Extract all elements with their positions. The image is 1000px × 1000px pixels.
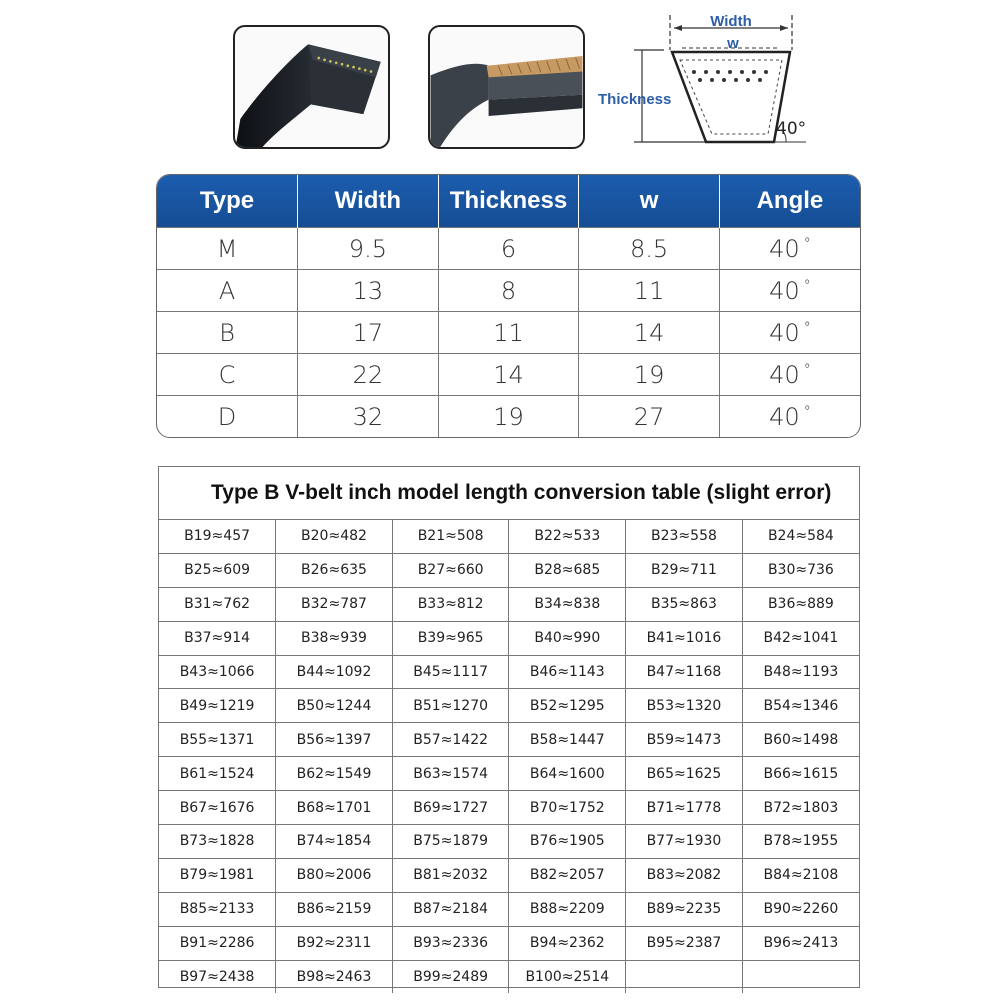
conversion-cell: B33≈812 (392, 587, 509, 621)
table-cell (298, 228, 439, 270)
conversion-cell: B47≈1168 (626, 655, 743, 689)
conversion-cell: B52≈1295 (509, 689, 626, 723)
table-row (159, 587, 859, 621)
table-row (159, 553, 859, 587)
conversion-cell: B38≈939 (276, 621, 393, 655)
header-type: Type (157, 175, 298, 228)
conversion-cell: B51≈1270 (392, 689, 509, 723)
cell-value: 40 (769, 402, 800, 431)
conversion-cell: B49≈1219 (159, 689, 276, 723)
table-row (159, 520, 859, 553)
conversion-cell: B96≈2413 (742, 926, 859, 960)
table-cell (719, 228, 860, 270)
cell-value: A (218, 276, 236, 305)
header-width: Width (298, 175, 439, 228)
belt-cross-section-photo (428, 25, 585, 149)
conversion-cell: B39≈965 (392, 621, 509, 655)
w-label: w (727, 35, 739, 52)
table-cell (298, 270, 439, 312)
width-label: Width (710, 13, 752, 30)
conversion-cell: B60≈1498 (742, 723, 859, 757)
degree-symbol: ° (803, 235, 811, 252)
conversion-cell: B92≈2311 (276, 926, 393, 960)
conversion-cell: B85≈2133 (159, 892, 276, 926)
table-cell (157, 312, 298, 354)
conversion-cell: B90≈2260 (742, 892, 859, 926)
conversion-cell: B79≈1981 (159, 858, 276, 892)
header-w: w (579, 175, 720, 228)
conversion-cell: B94≈2362 (509, 926, 626, 960)
conversion-cell: B72≈1803 (742, 791, 859, 825)
cell-value: 19 (493, 402, 524, 431)
cell-value: 40 (769, 276, 800, 305)
conversion-cell: B35≈863 (626, 587, 743, 621)
angle-label: 40° (776, 119, 807, 139)
arrow-right-icon (780, 25, 788, 31)
conversion-cell: B68≈1701 (276, 791, 393, 825)
table-row (157, 228, 860, 270)
conversion-cell: B97≈2438 (159, 960, 276, 993)
table-cell (157, 228, 298, 270)
thickness-label: Thickness (598, 91, 672, 108)
conversion-cell: B78≈1955 (742, 825, 859, 859)
table-cell (157, 270, 298, 312)
conversion-cell: B45≈1117 (392, 655, 509, 689)
conversion-cell: B74≈1854 (276, 825, 393, 859)
table-cell (298, 354, 439, 396)
conversion-cell: B46≈1143 (509, 655, 626, 689)
table-row (159, 757, 859, 791)
table-row (159, 960, 859, 993)
table-cell (438, 228, 579, 270)
cell-value: 11 (493, 318, 524, 347)
length-conversion-table (158, 466, 860, 988)
table-row (157, 396, 860, 437)
conversion-cell: B84≈2108 (742, 858, 859, 892)
conversion-cell: B99≈2489 (392, 960, 509, 993)
table-cell (438, 312, 579, 354)
header-thickness: Thickness (438, 175, 579, 228)
conversion-cell: B75≈1879 (392, 825, 509, 859)
conversion-cell: B19≈457 (159, 520, 276, 553)
cell-value: 40 (769, 360, 800, 389)
conversion-cell: B70≈1752 (509, 791, 626, 825)
conversion-cell: B81≈2032 (392, 858, 509, 892)
conversion-cell: B76≈1905 (509, 825, 626, 859)
table-row (159, 892, 859, 926)
conversion-cell: B50≈1244 (276, 689, 393, 723)
conversion-cell: B42≈1041 (742, 621, 859, 655)
conversion-cell: B73≈1828 (159, 825, 276, 859)
conversion-cell: B25≈609 (159, 553, 276, 587)
conversion-cell: B27≈660 (392, 553, 509, 587)
table-row (159, 825, 859, 859)
conversion-cell: B95≈2387 (626, 926, 743, 960)
conversion-cell: B62≈1549 (276, 757, 393, 791)
header-angle: Angle (719, 175, 860, 228)
conversion-cell: B55≈1371 (159, 723, 276, 757)
cell-value: C (218, 360, 236, 389)
conversion-cell (742, 960, 859, 993)
conversion-cell: B89≈2235 (626, 892, 743, 926)
table-row (159, 723, 859, 757)
conversion-cell: B54≈1346 (742, 689, 859, 723)
table-cell (298, 312, 439, 354)
conversion-cell: B71≈1778 (626, 791, 743, 825)
conversion-cell: B67≈1676 (159, 791, 276, 825)
conversion-cell: B59≈1473 (626, 723, 743, 757)
v-belt-illustration (235, 27, 388, 147)
conversion-cell (626, 960, 743, 993)
cell-value: 14 (633, 318, 665, 347)
conversion-cell: B43≈1066 (159, 655, 276, 689)
belt-size-table (156, 174, 861, 438)
conversion-cell: B64≈1600 (509, 757, 626, 791)
cell-value: 22 (352, 360, 384, 389)
size-table-header (157, 175, 860, 228)
conversion-cell: B34≈838 (509, 587, 626, 621)
table-row (159, 791, 859, 825)
conversion-cell: B44≈1092 (276, 655, 393, 689)
table-cell (579, 396, 720, 437)
conversion-cell: B22≈533 (509, 520, 626, 553)
conversion-cell: B20≈482 (276, 520, 393, 553)
cell-value: 40 (769, 234, 800, 263)
cell-value: 8 (500, 276, 517, 305)
v-belt-profile-diagram (594, 10, 824, 160)
conversion-cell: B37≈914 (159, 621, 276, 655)
cell-value: 14 (493, 360, 524, 389)
conversion-cell: B66≈1615 (742, 757, 859, 791)
conversion-cell: B77≈1930 (626, 825, 743, 859)
cell-value: 6 (500, 234, 517, 263)
table-cell (579, 270, 720, 312)
table-cell (157, 354, 298, 396)
cell-value: 19 (633, 360, 665, 389)
conversion-cell: B98≈2463 (276, 960, 393, 993)
conversion-cell: B93≈2336 (392, 926, 509, 960)
conversion-cell: B80≈2006 (276, 858, 393, 892)
table-cell (719, 312, 860, 354)
conversion-cell: B21≈508 (392, 520, 509, 553)
conversion-cell: B24≈584 (742, 520, 859, 553)
table-cell (438, 270, 579, 312)
conversion-cell: B29≈711 (626, 553, 743, 587)
conversion-cell: B36≈889 (742, 587, 859, 621)
cell-value: 8.5 (629, 234, 669, 263)
conversion-cell: B88≈2209 (509, 892, 626, 926)
table-row (159, 926, 859, 960)
table-cell (438, 396, 579, 437)
conversion-cell: B83≈2082 (626, 858, 743, 892)
table-row (159, 621, 859, 655)
conversion-cell: B57≈1422 (392, 723, 509, 757)
table-cell (298, 396, 439, 437)
cell-value: B (219, 318, 235, 347)
cell-value: 27 (633, 402, 665, 431)
conversion-cell: B26≈635 (276, 553, 393, 587)
cell-value: 13 (352, 276, 384, 305)
belt-cords-illustration (430, 27, 583, 147)
cell-value: 9.5 (348, 234, 387, 263)
conversion-cell: B32≈787 (276, 587, 393, 621)
conversion-cell: B56≈1397 (276, 723, 393, 757)
cell-value: 40 (769, 318, 800, 347)
table-row (159, 655, 859, 689)
conversion-cell: B63≈1574 (392, 757, 509, 791)
conversion-cell: B82≈2057 (509, 858, 626, 892)
table-cell (157, 396, 298, 437)
table-row (159, 689, 859, 723)
table-cell (579, 354, 720, 396)
cell-value: M (216, 234, 238, 263)
conversion-cell: B58≈1447 (509, 723, 626, 757)
conversion-cell: B61≈1524 (159, 757, 276, 791)
degree-symbol: ° (803, 403, 811, 420)
conversion-cell: B91≈2286 (159, 926, 276, 960)
table-row (157, 354, 860, 396)
table-cell (719, 354, 860, 396)
conversion-cell: B28≈685 (509, 553, 626, 587)
belt-profile-outline (672, 52, 790, 142)
degree-symbol: ° (803, 361, 811, 378)
conversion-cell: B69≈1727 (392, 791, 509, 825)
cell-value: 32 (352, 402, 384, 431)
conversion-cell: B48≈1193 (742, 655, 859, 689)
conversion-cell: B31≈762 (159, 587, 276, 621)
table-row (157, 312, 860, 354)
v-belt-photo (233, 25, 390, 149)
table-cell (719, 396, 860, 437)
table-cell (438, 354, 579, 396)
table-cell (579, 312, 720, 354)
conversion-cell: B41≈1016 (626, 621, 743, 655)
degree-symbol: ° (803, 277, 811, 294)
conversion-cell: B86≈2159 (276, 892, 393, 926)
arrow-left-icon (674, 25, 682, 31)
conversion-cell: B100≈2514 (509, 960, 626, 993)
conversion-cell: B40≈990 (509, 621, 626, 655)
table-row (159, 858, 859, 892)
cell-value: D (217, 402, 237, 431)
table-cell (579, 228, 720, 270)
conversion-cell: B65≈1625 (626, 757, 743, 791)
cell-value: 11 (633, 276, 665, 305)
cell-value: 17 (352, 318, 384, 347)
conversion-cell: B30≈736 (742, 553, 859, 587)
degree-symbol: ° (803, 319, 811, 336)
conversion-cell: B87≈2184 (392, 892, 509, 926)
table-row (157, 270, 860, 312)
table-cell (719, 270, 860, 312)
conversion-cell: B53≈1320 (626, 689, 743, 723)
conversion-table-title: Type B V-belt inch model length conversion table (slight error) (159, 467, 859, 520)
conversion-cell: B23≈558 (626, 520, 743, 553)
